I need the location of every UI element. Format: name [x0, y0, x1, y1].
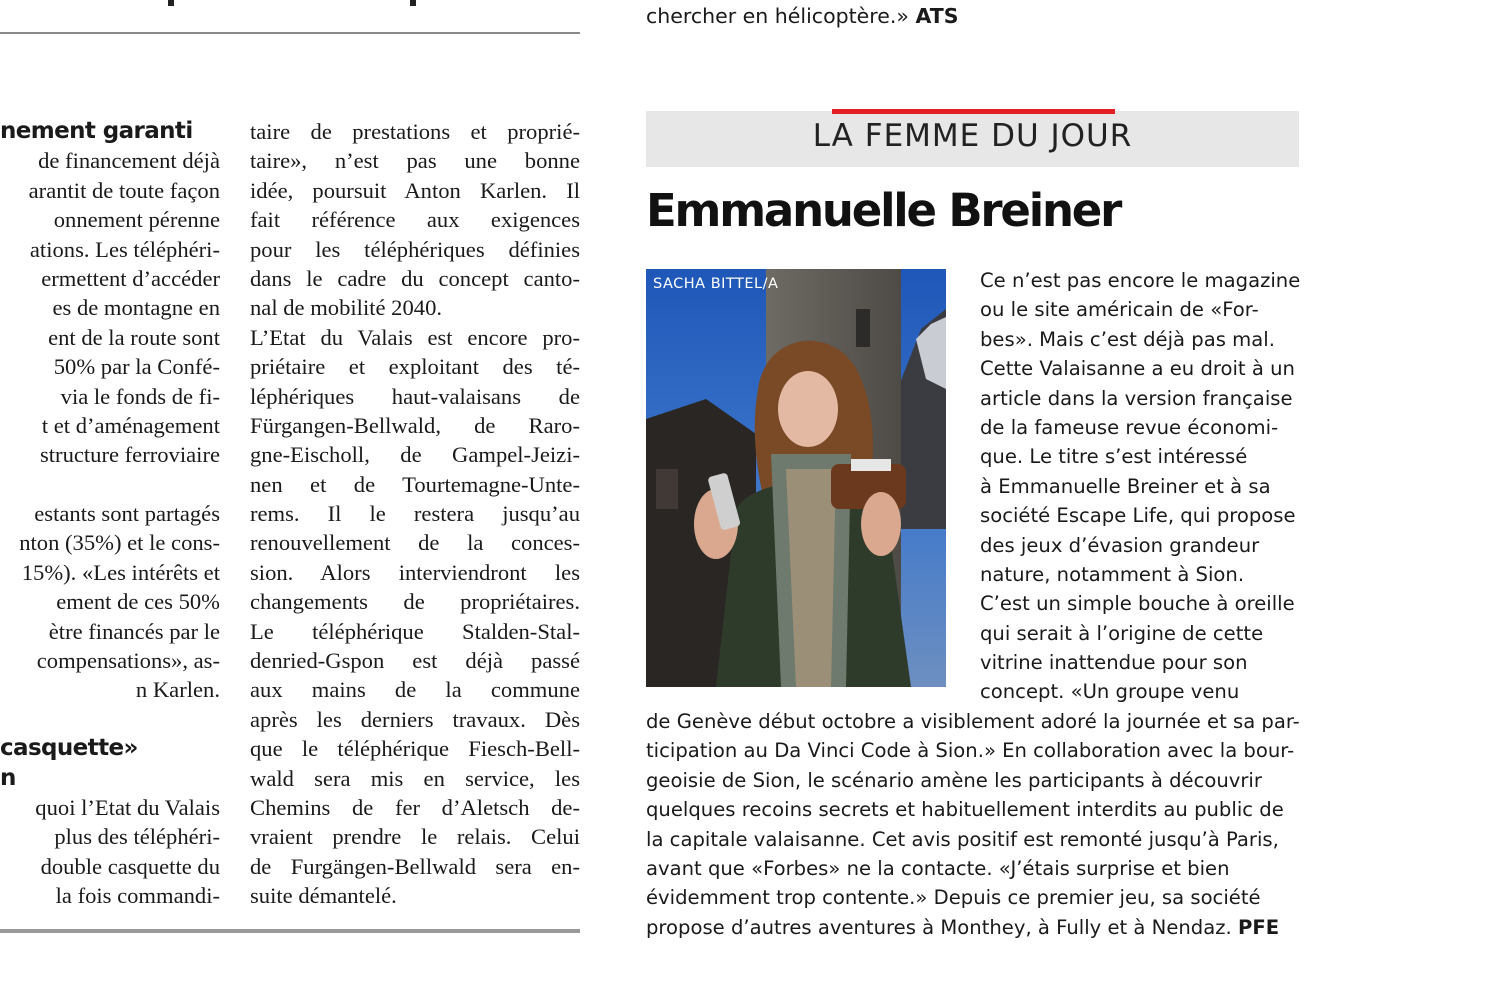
heading-fragment [168, 0, 174, 6]
text-line: après les derniers travaux. Dès [250, 706, 580, 732]
article-body-full-width [646, 707, 1300, 942]
text-line: la fois commandi- [55, 883, 220, 909]
person-name-headline: Emmanuelle Breiner [646, 184, 1121, 237]
text-line-content: de Genève début octobre a visiblement adoré la journée et sa par- [646, 710, 1300, 733]
text-line: 15%). «Les intérêts et [21, 559, 220, 585]
text-line: L’Etat du Valais est encore pro- [250, 324, 580, 350]
text-line-content: qui serait à l’origine de cette [980, 621, 1264, 645]
text-line-content: Ce n’est pas encore le magazine [980, 269, 1301, 292]
text-line [980, 472, 1300, 501]
text-line-content: société Escape Life, qui propose [980, 504, 1296, 528]
text-line [980, 354, 1300, 383]
text-line: nal de mobilité 2040. [250, 295, 443, 321]
text-line-content: bes». Mais c’est déjà pas mal. [980, 327, 1275, 351]
text-line: compensations», as- [36, 648, 220, 674]
text-line [980, 619, 1300, 648]
text-line: nen et de Tourtemagne-Unte- [250, 471, 580, 497]
text-line-content: ticipation au Da Vinci Code à Sion.» En collaboration avec la bour- [646, 739, 1295, 763]
text-line: denried-Gspon est déjà passé [250, 648, 580, 674]
text-line [0, 470, 220, 499]
text-line [646, 766, 1300, 795]
previous-article-signature: ATS [915, 4, 959, 28]
text-line [0, 705, 220, 734]
text-line: changements de propriétaires. [250, 589, 580, 615]
article-body-beside-photo [980, 266, 1300, 707]
subheading: nement garanti [0, 118, 193, 144]
text-line: gne-Eischoll, de Gampel-Jeizi- [250, 442, 580, 468]
text-line-content: concept. «Un groupe venu [980, 680, 1240, 704]
rubric-title: LA FEMME DU JOUR [812, 118, 1133, 154]
text-line [646, 883, 1300, 912]
text-line [980, 266, 1300, 295]
text-line [980, 501, 1300, 530]
text-line: sion. Alors interviendront les [250, 559, 580, 585]
text-line: dans le cadre du concept canto- [250, 265, 580, 291]
text-line-content: propose d’autres aventures à Monthey, à Fully et à Nendaz. [646, 915, 1232, 939]
text-line [646, 854, 1300, 883]
subheading: casquette» [0, 735, 138, 762]
text-line [646, 736, 1300, 765]
text-line: priétaire et exploitant des té- [250, 354, 580, 380]
text-line: rems. Il le restera jusqu’au [250, 501, 580, 527]
text-line: pour les téléphériques définies [250, 236, 580, 262]
text-line: wald sera mis en service, les [250, 765, 580, 791]
text-line: fait référence aux exigences [250, 207, 580, 233]
text-line: léphériques haut-valaisans de [250, 383, 580, 409]
text-line-content: geoisie de Sion, le scénario amène les participants à découvrir [646, 768, 1262, 792]
text-line: 50% par la Confé- [53, 354, 220, 380]
text-line: taire», n’est pas une bonne [250, 148, 580, 174]
column-rule-bottom [0, 929, 580, 933]
text-line: vraient prendre le relais. Celui [250, 824, 580, 850]
text-line-content: la capitale valaisanne. Cet avis positif est remonté jusqu’à Paris, [646, 827, 1279, 851]
text-line: ations. Les téléphéri- [29, 236, 220, 262]
text-line: idée, poursuit Anton Karlen. Il [250, 177, 580, 203]
text-line: que le téléphérique Fiesch-Bell- [250, 736, 580, 762]
text-line [980, 560, 1300, 589]
text-line-content: nature, notamment à Sion. [980, 562, 1245, 586]
text-line: nton (35%) et le cons- [19, 530, 220, 556]
text-line [980, 325, 1300, 354]
text-line: via le fonds de fi- [60, 383, 220, 409]
text-line [980, 589, 1300, 618]
text-line: Chemins de fer d’Aletsch de- [250, 794, 580, 820]
text-line: estants sont partagés [34, 501, 220, 527]
text-line: quoi l’Etat du Valais [35, 794, 220, 820]
article-column-2 [250, 117, 580, 911]
text-line: onnement pérenne [53, 207, 220, 233]
text-line: aux mains de la commune [250, 677, 580, 703]
text-line: de Furgängen-Bellwald sera en- [250, 853, 580, 879]
text-line: taire de prestations et proprié- [250, 119, 580, 144]
text-line [980, 295, 1300, 324]
text-line: plus des téléphéri- [54, 824, 220, 850]
text-line [646, 913, 1300, 942]
portrait-photo [646, 269, 946, 687]
text-line [980, 413, 1300, 442]
text-line-content: évidemment trop contente.» Depuis ce premier jeu, sa société [646, 886, 1261, 910]
text-line-content: quelques recoins secrets et habituellement interdits au public de [646, 798, 1284, 822]
text-line-content: article dans la version française [980, 386, 1293, 410]
text-line: double casquette du [40, 853, 220, 879]
text-line: arantit de toute façon [28, 177, 220, 203]
previous-article-end [646, 4, 958, 28]
text-line: Le téléphérique Stalden-Stal- [250, 618, 580, 644]
photo-credit: SACHA BITTEL/A [653, 276, 779, 292]
article-column-1 [0, 117, 220, 911]
text-line [980, 531, 1300, 560]
text-line: suite démantelé. [250, 883, 397, 909]
text-line: de financement déjà [38, 148, 220, 174]
text-line [646, 825, 1300, 854]
text-line: renouvellement de la conces- [250, 530, 580, 556]
text-line: ermettent d’accéder [41, 265, 220, 291]
text-line-content: avant que «Forbes» ne la contacte. «J’étais surprise et bien [646, 856, 1230, 880]
text-line-content: ou le site américain de «For- [980, 298, 1259, 322]
column-rule-top [0, 32, 580, 34]
previous-article-text: chercher en hélicoptère.» [646, 4, 909, 28]
text-line-content: de la fameuse revue économi- [980, 415, 1279, 439]
rubric-accent-bar [832, 109, 1115, 114]
text-line-content: vitrine inattendue pour son [980, 651, 1248, 675]
text-line [980, 677, 1300, 706]
text-line: n Karlen. [135, 677, 220, 703]
text-line [646, 707, 1300, 736]
text-line [980, 442, 1300, 471]
text-line-content: Cette Valaisanne a eu droit à un [980, 357, 1295, 381]
text-line: t et d’aménagement [41, 412, 220, 438]
text-line: ent de la route sont [48, 324, 220, 350]
text-line: es de montagne en [52, 295, 220, 321]
text-line-content: C’est un simple bouche à oreille [980, 592, 1295, 616]
text-line: Fürgangen-Bellwald, de Raro- [250, 412, 580, 438]
text-line: ement de ces 50% [56, 589, 220, 615]
text-line-content: à Emmanuelle Breiner et à sa [980, 474, 1271, 498]
subheading: n [0, 764, 16, 791]
text-line-content: des jeux d’évasion grandeur [980, 533, 1260, 557]
text-line [646, 795, 1300, 824]
text-line-content: que. Le titre s’est intéressé [980, 445, 1248, 469]
text-line [980, 384, 1300, 413]
text-line [980, 648, 1300, 677]
text-line: structure ferroviaire [39, 442, 220, 468]
article-signature: PFE [1238, 915, 1280, 939]
heading-fragment [410, 0, 416, 6]
text-line: ètre financés par le [48, 618, 220, 644]
